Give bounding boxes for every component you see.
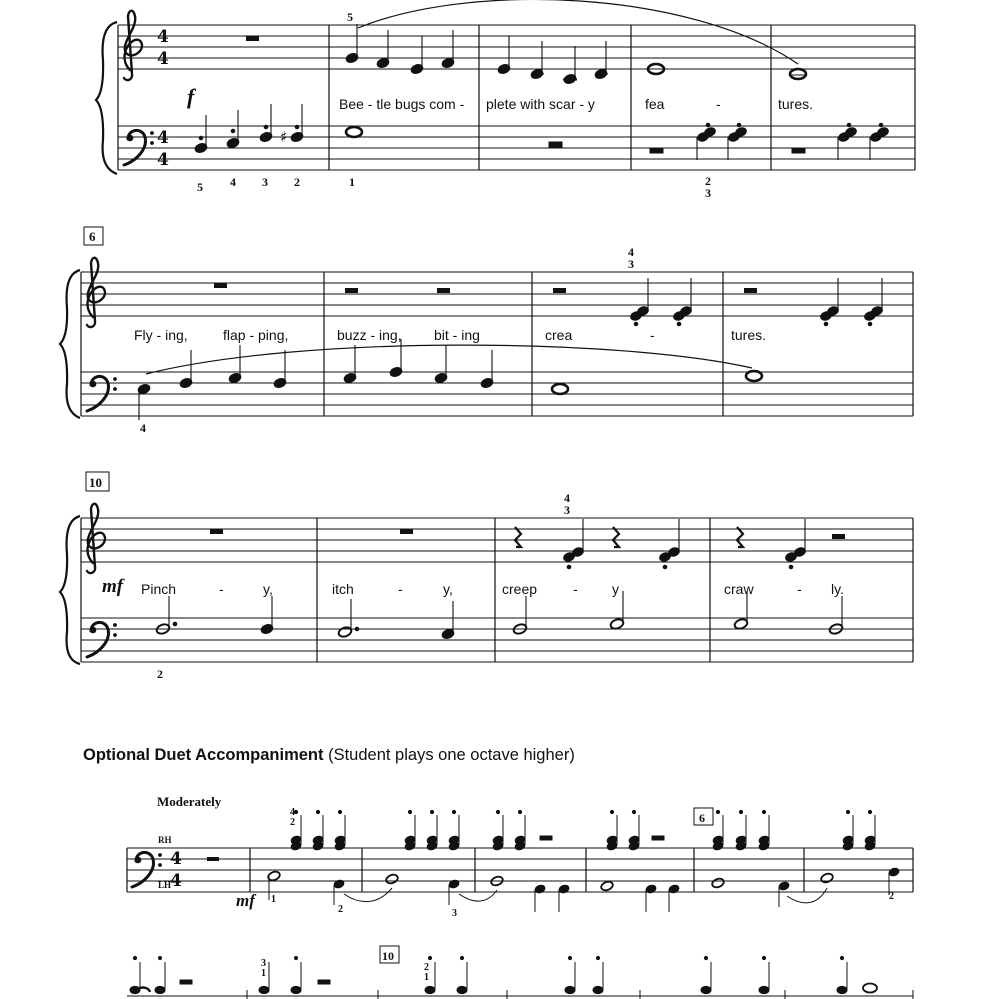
lyric-syllable: flap - ping, xyxy=(223,327,289,343)
lyric-syllable: crea xyxy=(545,327,573,343)
bass-fingering xyxy=(197,174,711,200)
duet-heading-title: Optional Duet Accompaniment xyxy=(83,746,324,764)
lyric-syllable: Fly - ing, xyxy=(134,327,188,343)
bass-notes xyxy=(137,339,762,420)
finger-number: 1 xyxy=(424,972,429,983)
system-2 xyxy=(60,227,913,435)
finger-number: 3 xyxy=(564,503,570,517)
duet-heading-note: (Student plays one octave higher) xyxy=(328,746,575,764)
svg-text:4: 4 xyxy=(157,128,169,148)
treble-notes xyxy=(561,519,809,569)
lyric-syllable: buzz - ing, xyxy=(337,327,402,343)
finger-number: 5 xyxy=(197,180,203,194)
measure-number: 6 xyxy=(699,811,705,825)
finger-number: 4 xyxy=(628,245,634,259)
duet-system-2-partial xyxy=(127,946,913,999)
lyrics xyxy=(339,96,813,112)
lyric-syllable: - xyxy=(716,96,721,112)
treble-clef-icon xyxy=(124,11,142,80)
bass-staff xyxy=(81,372,913,416)
lyric-syllable: Pinch xyxy=(141,581,177,597)
lyric-syllable: - xyxy=(398,581,403,597)
svg-text:4: 4 xyxy=(170,871,182,891)
duet-accompaniment xyxy=(127,794,913,919)
system-1 xyxy=(96,0,915,200)
measure-number: 6 xyxy=(89,229,96,244)
svg-text:4: 4 xyxy=(170,849,182,869)
finger-number: 2 xyxy=(424,962,429,973)
lyric-syllable: - xyxy=(650,327,655,343)
rest xyxy=(207,857,219,861)
sharp-icon: ♯ xyxy=(280,128,288,146)
finger-number: 5 xyxy=(347,10,353,24)
finger-number: 4 xyxy=(140,421,146,435)
svg-text:4: 4 xyxy=(157,49,169,69)
lyric-syllable: - xyxy=(797,581,802,597)
lyric-syllable: y, xyxy=(263,581,273,597)
finger-number: 3 xyxy=(705,186,711,200)
lyric-syllable: fea xyxy=(645,96,665,112)
grand-staff-brace xyxy=(96,22,117,174)
lyric-syllable: Bee - tle bugs com - xyxy=(339,96,465,112)
duet-rh-notes xyxy=(290,810,876,851)
finger-number: 4 xyxy=(230,175,236,189)
grand-staff-brace xyxy=(60,516,80,664)
finger-number: 2 xyxy=(290,817,295,828)
svg-text:4: 4 xyxy=(157,27,169,47)
duet-staff xyxy=(127,848,913,892)
duet-heading xyxy=(83,746,575,765)
measure-number: 10 xyxy=(89,475,102,490)
finger-number: 1 xyxy=(261,968,266,979)
lyric-syllable: y, xyxy=(443,581,453,597)
finger-number: 2 xyxy=(889,891,894,902)
slur xyxy=(146,345,752,374)
duet-rh-notes xyxy=(130,956,877,993)
finger-number: 1 xyxy=(271,894,276,905)
lyric-syllable: ly. xyxy=(831,581,844,597)
duet-fingering xyxy=(261,958,429,983)
treble-clef-icon xyxy=(87,258,105,327)
finger-number: 4 xyxy=(290,807,295,818)
tempo-marking: Moderately xyxy=(157,794,222,809)
rh-label: RH xyxy=(158,835,172,845)
treble-clef-icon xyxy=(87,504,105,573)
lyric-syllable: tures. xyxy=(778,96,814,112)
lyrics xyxy=(134,327,766,343)
lyric-syllable: plete with scar - y xyxy=(486,96,595,112)
finger-number: 3 xyxy=(261,958,266,969)
rests xyxy=(210,527,845,547)
bass-staff xyxy=(81,618,913,662)
finger-number: 4 xyxy=(564,491,570,505)
slur xyxy=(358,0,798,64)
lyric-syllable: bit - ing xyxy=(434,327,480,343)
finger-number: 1 xyxy=(349,175,355,189)
measure-number: 10 xyxy=(382,949,394,963)
lyric-syllable: y xyxy=(612,581,619,597)
lyric-syllable: tures. xyxy=(731,327,767,343)
grand-staff-brace xyxy=(60,270,80,418)
lyric-syllable: - xyxy=(219,581,224,597)
treble-staff xyxy=(81,272,913,316)
rests xyxy=(214,283,757,293)
bass-notes xyxy=(155,591,843,640)
lyric-syllable: itch xyxy=(332,581,354,597)
lh-label: LH xyxy=(158,880,172,890)
rest xyxy=(246,36,259,41)
finger-number: 2 xyxy=(157,667,163,681)
dynamic-marking: f xyxy=(187,84,195,109)
svg-text:4: 4 xyxy=(157,150,169,170)
system-3 xyxy=(60,472,913,681)
treble-notes xyxy=(629,278,883,326)
lyric-syllable: creep xyxy=(502,581,538,597)
finger-number: 2 xyxy=(338,904,343,915)
finger-number: 2 xyxy=(705,174,711,188)
finger-number: 2 xyxy=(294,175,300,189)
rest xyxy=(650,148,663,153)
time-signature xyxy=(157,27,169,170)
finger-number: 3 xyxy=(628,257,634,271)
rest xyxy=(549,142,562,147)
lyrics xyxy=(141,581,844,597)
dynamic-marking: mf xyxy=(102,576,124,597)
lyric-syllable: - xyxy=(573,581,578,597)
finger-number: 3 xyxy=(262,175,268,189)
lyric-syllable: craw xyxy=(724,581,754,597)
finger-number: 3 xyxy=(452,908,457,919)
dynamic-marking: mf xyxy=(236,891,255,910)
rest xyxy=(792,148,805,153)
bass-notes xyxy=(194,104,890,160)
